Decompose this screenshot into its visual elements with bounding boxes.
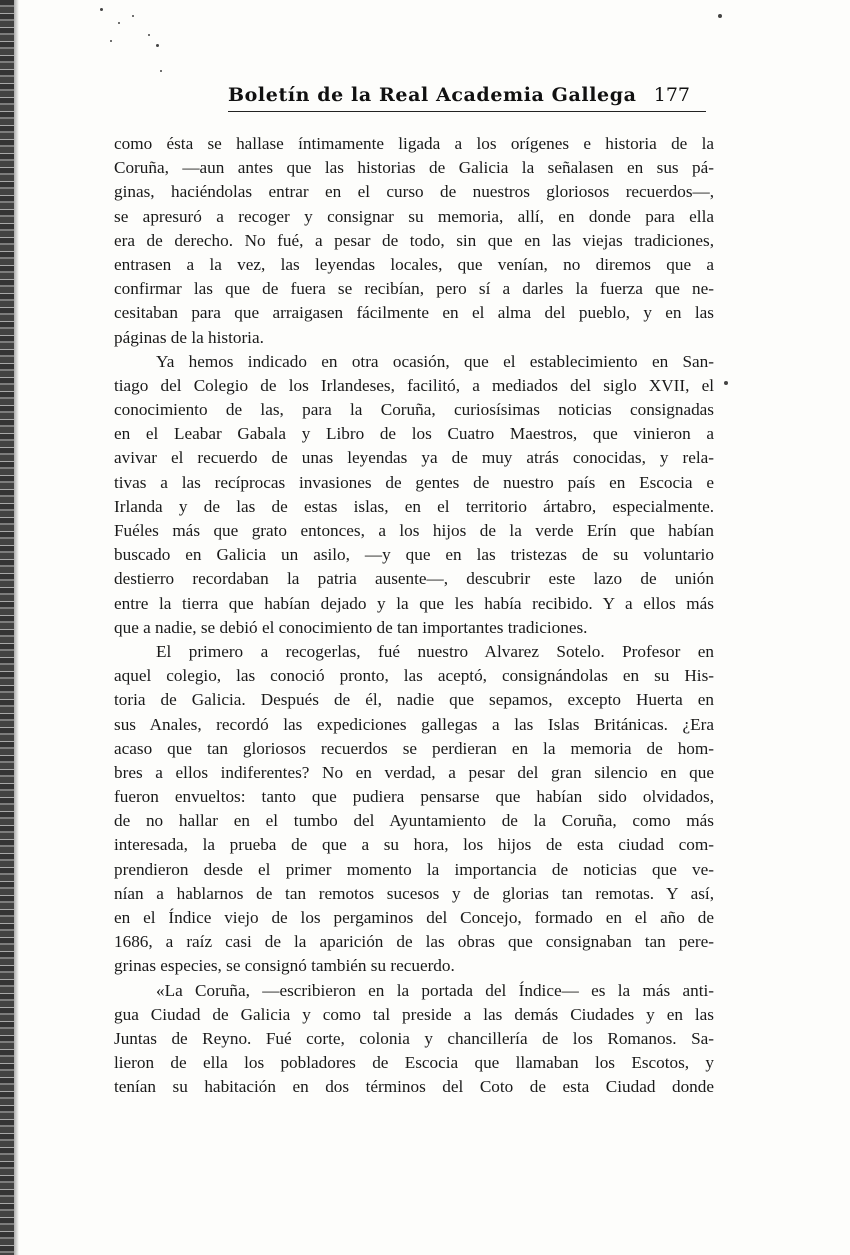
- speck: [160, 70, 162, 72]
- text-line: Juntas de Reyno. Fué corte, colonia y chancillería de los Romanos. Sa-: [114, 1028, 714, 1048]
- speck: [724, 381, 728, 385]
- text-line: lieron de ella los pobladores de Escocia que llamaban los Escotos, y: [114, 1053, 714, 1073]
- text-line: se apresuró a recoger y consignar su memoria, allí, en donde para ella: [114, 206, 714, 226]
- speck: [110, 40, 112, 42]
- text-line: toria de Galicia. Después de él, nadie que sepamos, excepto Huerta en: [114, 690, 714, 710]
- text-line: en el Índice viejo de los pergaminos del Concejo, formado en el año de: [114, 908, 714, 927]
- text-line: que a nadie, se debió el conocimiento de tan importantes tradiciones.: [114, 617, 588, 637]
- text-line: en el Leabar Gabala y Libro de los Cuatro Maestros, que vinieron a: [114, 424, 714, 444]
- text-line: Irlanda y de las de estas islas, en el territorio ártabro, especialmente.: [114, 496, 714, 516]
- text-line: como ésta se hallase íntimamente ligada a los orígenes e historia de la: [114, 134, 714, 153]
- text-line: 1686, a raíz casi de la aparición de las obras que consignaban tan pere-: [114, 932, 714, 952]
- text-line: nían a hablarnos de tan remotos sucesos y de glorias tan remotas. Y así,: [114, 883, 714, 903]
- binding-shadow: [14, 0, 19, 1255]
- speck: [118, 22, 120, 24]
- text-line: páginas de la historia.: [114, 327, 264, 347]
- page-number: 177: [653, 84, 690, 106]
- text-line: confirmar las que de fuera se recibían, pero sí a darles la fuerza que ne-: [114, 279, 714, 299]
- text-line: prendieron desde el primer momento la importancia de noticias que ve-: [114, 859, 714, 879]
- text-line: El primero a recogerlas, fué nuestro Alvarez Sotelo. Profesor en: [156, 641, 714, 661]
- body-text: [114, 132, 714, 1100]
- speck: [100, 8, 103, 11]
- text-line: tenían su habitación en dos términos del Coto de esta Ciudad donde: [114, 1077, 714, 1097]
- speck: [132, 15, 134, 17]
- speck: [148, 34, 150, 36]
- text-line: Fuéles más que grato entonces, a los hijos de la verde Erín que habían: [114, 521, 714, 540]
- speck: [718, 14, 722, 18]
- text-line: de no hallar en el tumbo del Ayuntamiento de la Coruña, como más: [114, 811, 714, 831]
- text-line: era de derecho. No fué, a pesar de todo, sin que en las viejas tradiciones,: [114, 230, 714, 250]
- text-line: interesada, la prueba de que a su hora, los hijos de esta ciudad com-: [114, 835, 714, 855]
- text-line: grinas especies, se consignó también su recuerdo.: [114, 956, 455, 976]
- text-line: ginas, haciéndolas entrar en el curso de nuestros gloriosos recuerdos—,: [114, 182, 714, 202]
- binding-edge: [0, 0, 14, 1255]
- text-line: aquel colegio, las conoció pronto, las aceptó, consignándolas en su His-: [114, 666, 714, 686]
- text-line: fueron envueltos: tanto que pudiera pensarse que habían sido olvidados,: [114, 787, 714, 807]
- text-line: tivas a las recíprocas invasiones de gentes de nuestro país en Escocia e: [114, 472, 714, 492]
- text-line: «La Coruña, —escribieron en la portada del Índice— es la más anti-: [156, 980, 714, 1000]
- header-rule: [228, 111, 706, 112]
- text-line: tiago del Colegio de los Irlandeses, facilitó, a mediados del siglo XVII, el: [114, 375, 714, 395]
- text-line: sus Anales, recordó las expediciones gallegas a las Islas Británicas. ¿Era: [114, 714, 714, 734]
- text-line: Coruña, —aun antes que las historias de Galicia la señalasen en sus pá-: [114, 158, 714, 178]
- text-line: destierro recordaban la patria ausente—, descubrir este lazo de unión: [114, 569, 714, 589]
- text-line: Ya hemos indicado en otra ocasión, que el establecimiento en San-: [156, 351, 714, 371]
- journal-title: Boletín de la Real Academia Gallega: [228, 84, 637, 106]
- text-line: buscado en Galicia un asilo, —y que en las tristezas de su voluntario: [114, 545, 714, 565]
- text-line: gua Ciudad de Galicia y como tal preside a las demás Ciudades y en las: [114, 1004, 714, 1024]
- running-header: [228, 82, 706, 116]
- text-line: entre la tierra que habían dejado y la que les había recibido. Y a ellos más: [114, 593, 714, 613]
- text-line: conocimiento de las, para la Coruña, curiosísimas noticias consignadas: [114, 400, 714, 420]
- text-line: cesitaban para que arraigasen fácilmente en el alma del pueblo, y en las: [114, 303, 714, 323]
- speck: [156, 44, 159, 47]
- text-line: avivar el recuerdo de unas leyendas ya de muy atrás conocidas, y rela-: [114, 448, 714, 468]
- text-line: entrasen a la vez, las leyendas locales, que venían, no diremos que a: [114, 254, 714, 274]
- text-line: acaso que tan gloriosos recuerdos se perdieran en la memoria de hom-: [114, 738, 714, 758]
- text-line: bres a ellos indiferentes? No en verdad, a pesar del gran silencio en que: [114, 762, 714, 782]
